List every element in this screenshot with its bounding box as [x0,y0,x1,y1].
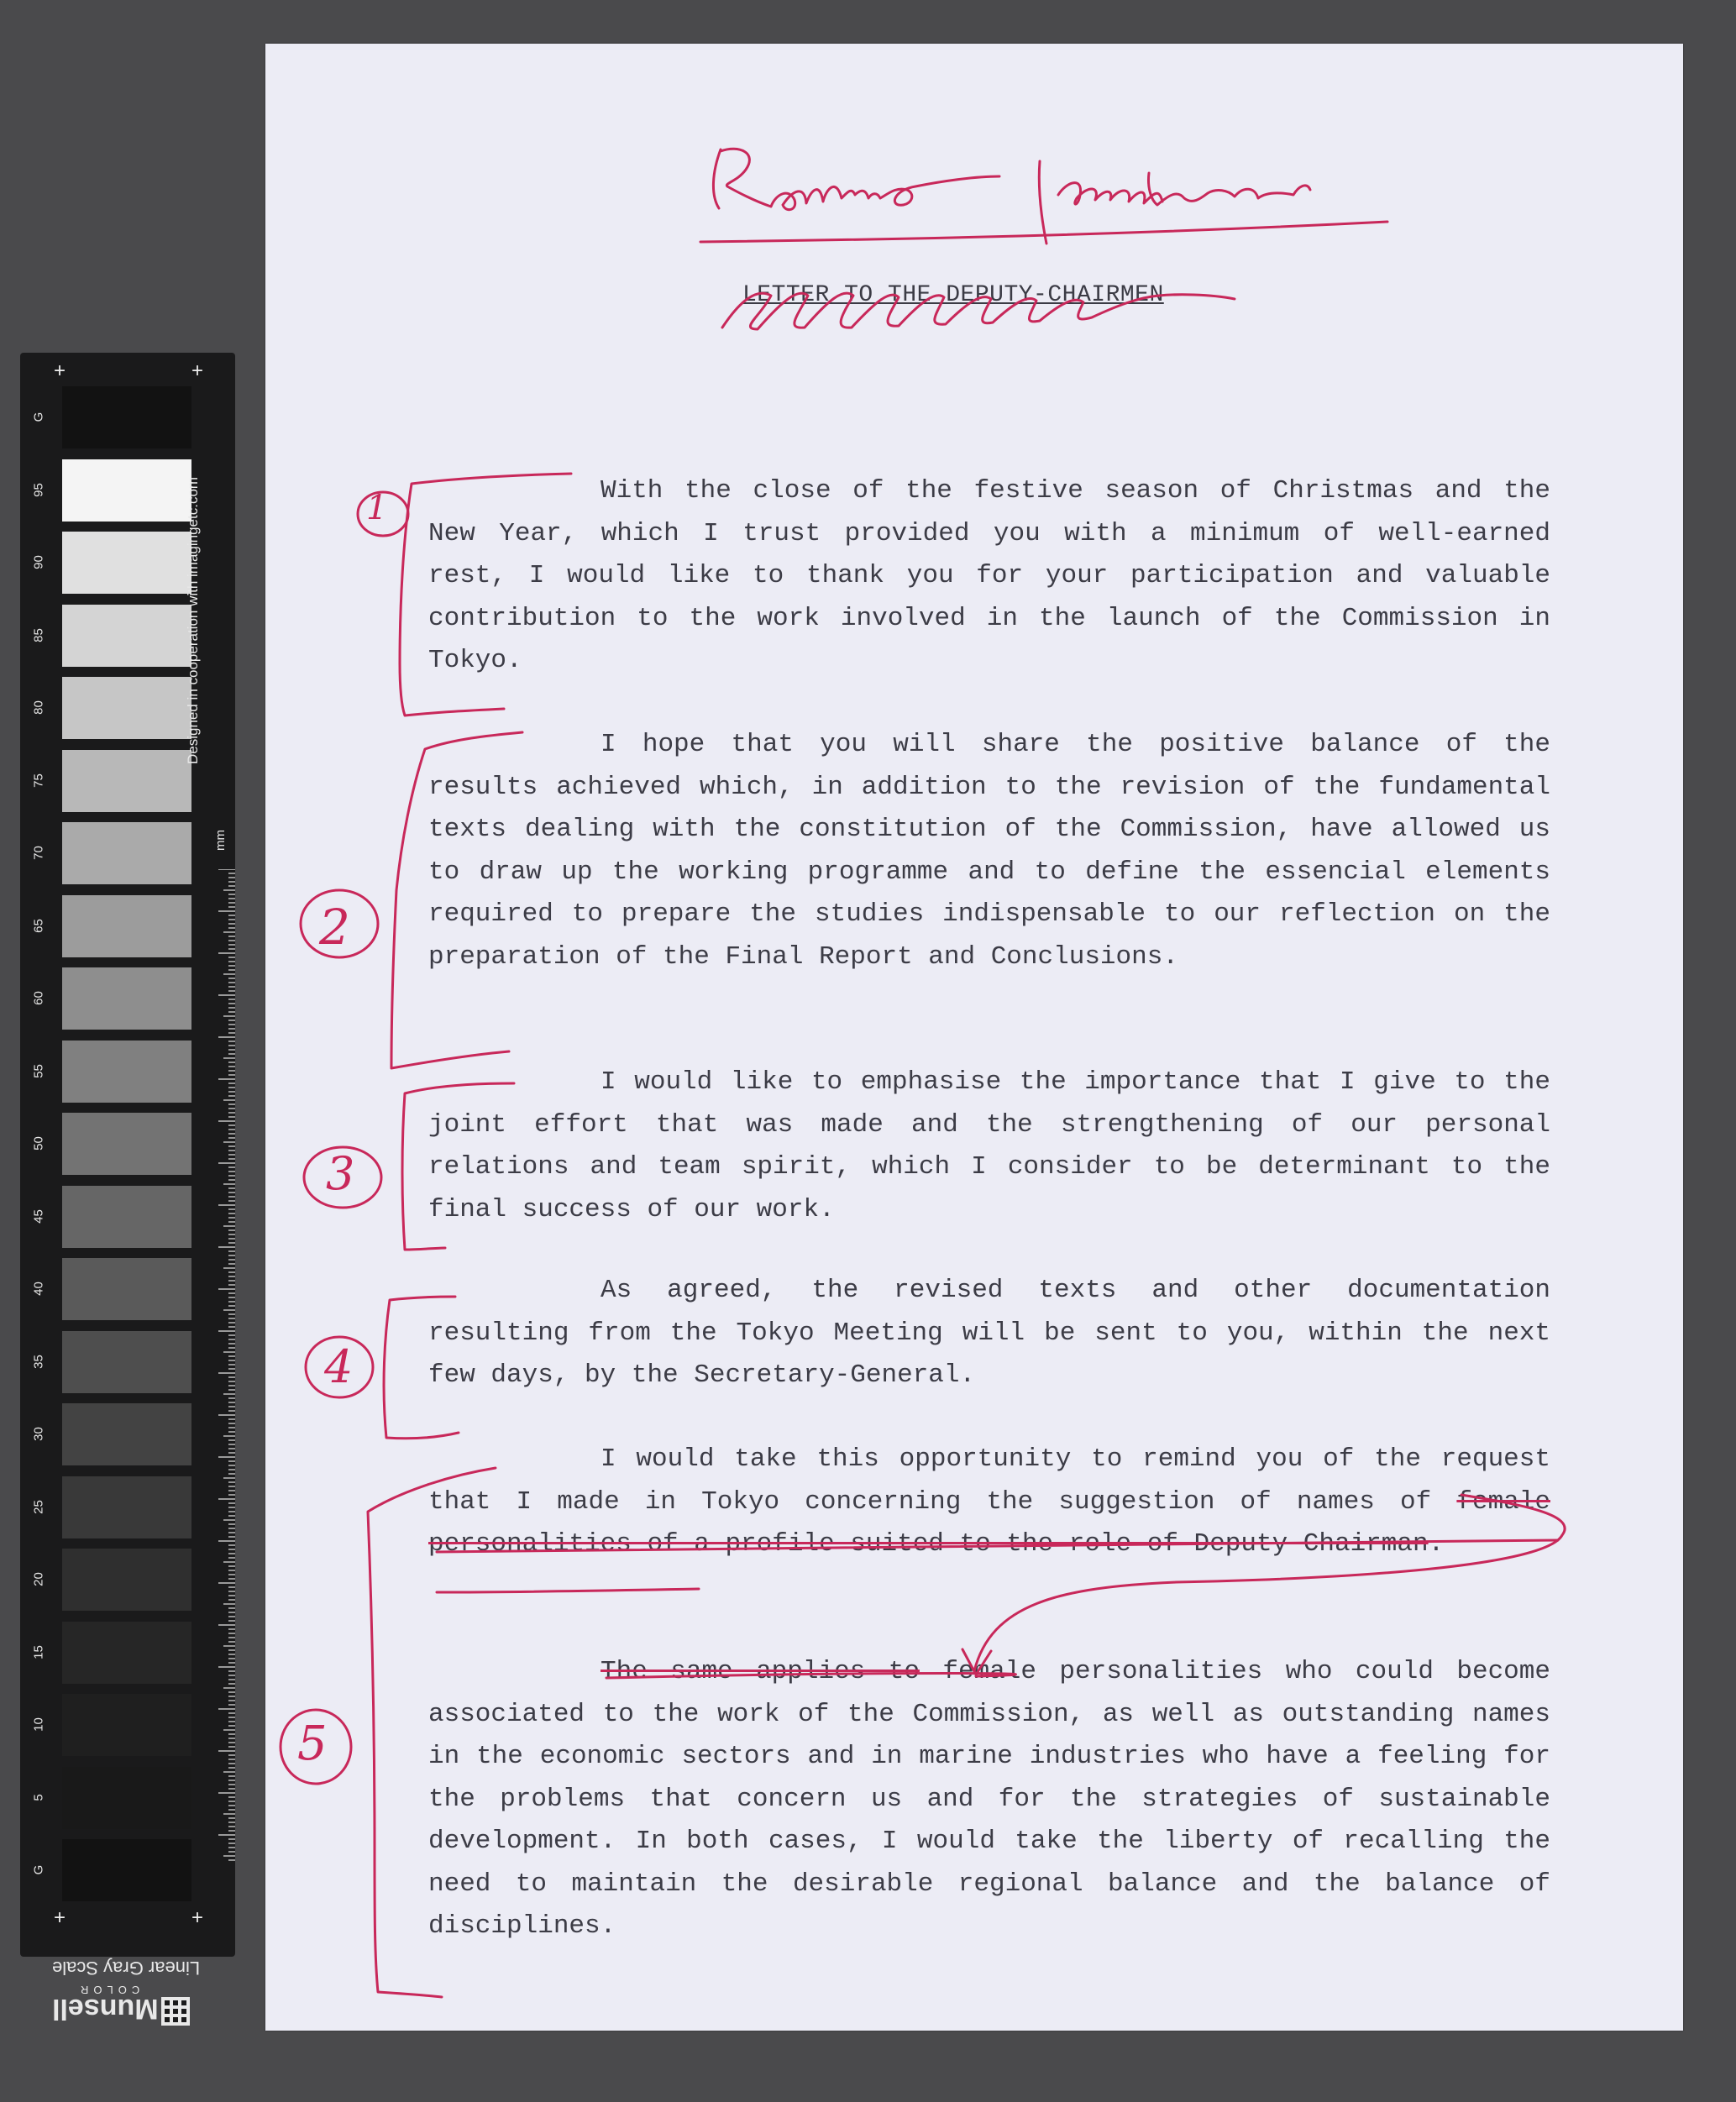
registration-mark-icon: + [54,359,66,382]
scale-credit: Designed in cooperation with imagingetc.com [185,476,201,764]
gray-patch-label: 10 [31,1717,46,1732]
gray-patch [62,1258,191,1320]
gray-patch-label: 65 [31,918,46,933]
gray-patch-label: 90 [31,555,46,569]
munsell-logo-icon [161,1997,190,2026]
gray-patch [62,822,191,884]
paragraph-5b-text: female personalities who could become associated to the work of the Commission, as well as outstanding names in the economic sectors and in marine industries who have a feeling for the problems that concern us and for the strategies of sustainable development. In both cases, I would take the liberty of recalling the need to maintain the desirable regional balance and the balance of disciplines. [428,1657,1550,1941]
gray-patch-label: 55 [31,1063,46,1078]
gray-patch [62,386,191,448]
gray-patch-label: 50 [31,1136,46,1151]
paragraph-number-3: 3 [326,1147,355,1200]
paragraph-1-text: With the close of the festive season of Christmas and the New Year, which I trust provided you with a minimum of well-earned rest, I would like to thank you for your participation and valuable contribution to the work involved in the launch of the Commission in Tokyo. [428,476,1550,675]
gray-patch-label: G [31,411,46,422]
gray-patch-label: 70 [31,846,46,860]
paragraph-4-text: As agreed, the revised texts and other documentation resulting from the Tokyo Meeting will be sent to you, within the next few days, by the Secretary-General. [428,1276,1550,1390]
gray-patch [62,1403,191,1465]
mm-ruler [217,869,235,1864]
gray-patch [62,532,191,594]
paragraph-number-4: 4 [324,1340,354,1393]
paragraph-3-text: I would like to emphasise the importance that I give to the joint effort that was made and the strengthening of our personal relations and team spirit, which I consider to be determinant to the final success of our work. [428,1067,1550,1224]
gray-patch [62,895,191,957]
gray-patch [62,677,191,739]
gray-patch-label: 45 [31,1208,46,1224]
paragraph-2-text: I hope that you will share the positive balance of the results achieved which, in addition to the revision of the fundamental texts dealing with the constitution of the Commission, have allowed us to draw up the working programme and to define the essencial elements required to prepare the studies indispensable to our reflection on the preparation of the Final Report and Conclusions. [428,730,1550,972]
paragraph-5a-end: . [1428,1529,1445,1559]
gray-patch [62,1622,191,1684]
gray-patch-label: G [31,1864,46,1875]
gray-patch [62,967,191,1030]
paragraph-number-5: 5 [297,1717,328,1771]
gray-patch-label: 75 [31,773,46,788]
ruler-unit-label: mm [213,830,228,851]
gray-patch-label: 15 [31,1644,46,1659]
scale-name: Linear Gray Scale [52,1958,201,1979]
gray-patch-label: 40 [31,1282,46,1296]
paragraph-5a [428,1439,1550,1566]
gray-patch [62,750,191,812]
registration-mark-icon: + [191,1906,204,1929]
gray-patch-label: 5 [31,1793,46,1801]
gray-patch [62,1113,191,1175]
gray-patch-label: 25 [31,1499,46,1514]
gray-patch-label: 35 [31,1354,46,1369]
registration-mark-icon: + [191,359,204,382]
gray-patch [62,605,191,667]
brand-name: Munsell [52,1993,159,2025]
paragraph-5b [428,1651,1550,1948]
struck-text-deputy-chairman: female personalities of a profile suited to the role of Deputy-Chairman [428,1486,1550,1559]
paragraph-1 [428,470,1550,683]
gray-patch [62,1549,191,1611]
brand-sub: COLOR [76,1984,140,1996]
struck-text-same-applies: The same applies to [601,1657,920,1686]
gray-patch-label: 85 [31,627,46,642]
gray-patch [62,1839,191,1901]
paragraph-5a-text: I would take this opportunity to remind you of the request that I made in Tokyo concerning the suggestion of names of [428,1444,1550,1517]
gray-patch-label: 80 [31,700,46,715]
gray-patch [62,1186,191,1248]
gray-patch [62,1767,191,1829]
gray-patch-label: 60 [31,991,46,1005]
gray-patch-label: 30 [31,1427,46,1441]
gray-patch [62,1694,191,1756]
gray-patch [62,1041,191,1103]
gray-patch-label: 20 [31,1572,46,1586]
paragraph-4 [428,1270,1550,1397]
paragraph-number-1: 1 [366,489,388,527]
gray-patch [62,1331,191,1393]
gray-patch [62,459,191,522]
letter-title: LETTER TO THE DEPUTY-CHAIRMEN [742,282,1164,308]
paragraph-3 [428,1061,1550,1231]
gray-scale-card [20,353,235,1957]
registration-mark-icon: + [54,1906,66,1929]
gray-patch-label: 95 [31,482,46,497]
paragraph-number-2: 2 [319,899,350,956]
paragraph-2 [428,724,1550,978]
gray-patch [62,1476,191,1538]
